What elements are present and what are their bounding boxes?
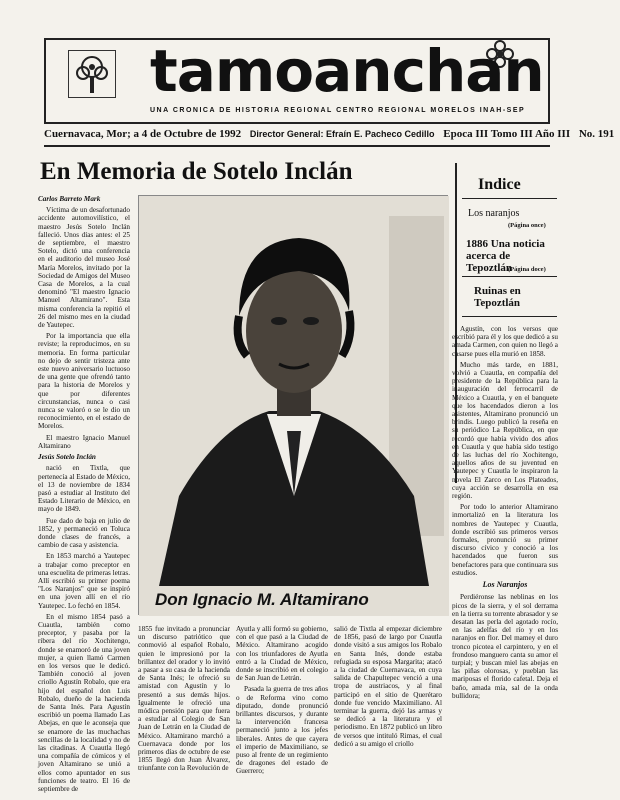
paragraph: En el mismo 1854 pasó a Cuautla, también como preceptor, y pasaba por la ribera del río Xochitengo, donde se enamoró de una joven mujer, a quien llamó Carmen en los versos que le dedicó. También conoció al joven criollo Agustín Robalo, que era hijo del español don Luis Robalo, dueño de la hacienda de Santa Inés. Para Agustín escribió un poema llamado Las Abejas, en que le aconseja que se enamore de las muchachas sencillas de la localidad y no de las citadinas. A Cuautla llegó una compañía de cómicos y el joven Altamirano se unió a ellos como apuntador en sus funciones de teatro. El 16 de septiembre de — [38, 612, 130, 794]
paragraph: Víctima de un desafortunado accidente automovilístico, el maestro Jesús Sotelo Inclán falleció. Unos días antes: el 25 de septiembre, el maestro Sotelo, dictó una conferencia en el auditorio del museo José María Morelos, invitado por la Sociedad de Amigos del Museo Casa de Morelos, a la cual denominó "El maestro Ignacio Manuel Altamirano". Esta misma conferencia la repitió el 26 del mismo mes en la ciudad de Yautepec. — [38, 206, 130, 330]
headline: En Memoria de Sotelo Inclán — [40, 158, 353, 185]
paragraph: salió de Tixtla al empezar diciembre de 1856, pasó de largo por Cuautla donde visitó a sus amigos los Robalo en Santa Inés, donde estaba refugiada su esposa Margarita; atacó a la ciudad de Cuernavaca, en cuya salida de Chapultepec venció a una tropa de austriacos, y al final participó en el sitio de Querétaro donde fue vencido Maximiliano. Al terminar la guerra, dejó las armas y se dedicó a la literatura y el periodismo. En 1872 publicó un libro de versos que intituló Rimas, el cual dedicó a su amigo el criollo — [334, 625, 442, 748]
article-column-2 — [138, 625, 230, 795]
tree-logo-icon — [68, 50, 116, 98]
paragraph: Fue dado de baja en julio de 1852, y permaneció en Toluca donde clases de francés, a cambio de casa y asistencia. — [38, 516, 130, 550]
portrait-photo — [138, 195, 448, 615]
index-rule — [462, 276, 557, 277]
newspaper-title: tamoanchan — [150, 37, 544, 105]
article-column-4 — [334, 625, 442, 795]
poem-title: Los Naranjos — [482, 580, 528, 590]
paragraph: Por todo lo anterior Altamirano inmortalizó en la literatura los nombres de Yautepec y Cuautla, donde escribió sus primeros versos formales, pronunció su primer discurso cívico y conoció a los hacendados que fueron sus benefactores para que continuara sus estudios. — [452, 503, 558, 577]
paragraph: Por la importancia que ella reviste; la reproducimos, en su memoria. En forma particular no dejo de sentir tristeza ante este nuevo aniversario luctuoso de una gente que ofrendó tanto para la historia de Morelos y que por diferentes circunstancias, nunca o casi nunca se valoró o se le dio un reconocimiento, en el estado de Morelos. — [38, 332, 130, 431]
epoch-volume: Epoca III Tomo III Año III — [443, 128, 571, 140]
issue-date: Cuernavaca, Mor; a 4 de Octubre de 1992 — [44, 128, 242, 140]
director-credit: Director General: Efraín E. Pacheco Cedillo — [249, 129, 435, 139]
paragraph-author: Jesús Sotelo Inclán — [38, 453, 96, 462]
paragraph: Mucho más tarde, en 1881, volvió a Cuautla, en compañía del presidente de la República para la inauguración del ferrocarril de México a Cuautla, y en el banquete que los hacendados dieron a los asistentes, Altamirano pronunció un brindis. Luego publicó la reseña en su periódico La República, en que recordó que había vivido dos años en Cuautla y que había sido testigo de las luchas del río Xochitengo, aquellos años de su juventud en Yautepec y Cuautla le inspiraron la novela El Zarco en Los Plateados, cuya acción se desarrolla en esa región. — [452, 360, 558, 501]
paragraph: Agustín, con los versos que escribió para él y los que dedicó a su amada Carmen, con quien no llegó a casarse pues ella murió en 1858. — [452, 325, 558, 358]
dateline — [44, 128, 615, 140]
index-item-naranjos[interactable]: Los naranjos — [468, 208, 520, 219]
article-column-5 — [452, 325, 558, 795]
paragraph: nació en Tixtla, que pertenecía al Estado de México, el 13 de noviembre de 1834 pasó a estudiar al Instituto del Estado Literario de México, en mayo de 1849. — [38, 464, 130, 514]
paragraph: Ayutla y allí formó su gobierno, con el que pasó a la Ciudad de México. Altamirano acogido con los triunfadores de Ayutla entró a la Ciudad de México, donde se inscribió en el colegio de San Juan de Letrán. — [236, 625, 328, 683]
index-rule — [462, 316, 557, 317]
index-title: Indice — [478, 176, 521, 193]
index-item-ruinas[interactable]: Ruinas en Tepoztlán — [474, 285, 521, 309]
index-rule — [462, 198, 557, 199]
article-column-3 — [236, 625, 328, 795]
paragraph: En 1853 marchó a Yautepec a trabajar como preceptor en una escuelita de primeras letras. Allí escribió su primer poema "Los Naranjos" que se inspiró en una joven allí en el río Yautepec. Lo fechó en 1854. — [38, 552, 130, 610]
paragraph: 1855 fue invitado a pronunciar un discurso patriótico que conmovió al español Robalo, quien le impresionó por la brillantez del orador y lo invitó a pasar a su casa de la hacienda de Santa Inés; le ofreció su amistad con Agustín y lo presentó a sus demás hijos. Igualmente le ofreció una módica pensión para que fuera a estudiar al Colegio de San Juan de Letrán en la Ciudad de México. Altamirano marchó a Cuernavaca donde por los primeros días de octubre de ese 1855 llegó don Juan Álvarez, triunfante con la Revolución de — [138, 625, 230, 773]
index-item-page: (Página doce) — [508, 266, 546, 273]
issue-number: No. 191 — [578, 128, 615, 140]
paragraph: El maestro Ignacio Manuel Altamirano — [38, 433, 130, 450]
byline: Carlos Barreto Mark — [38, 195, 101, 203]
article-column-1 — [38, 195, 130, 795]
paragraph: Pasada la guerra de tres años o de Reforma vino como diputado, donde pronunció brillantes discursos, y durante la intervención francesa permaneció junto a los jefes liberales. Antes de que cayera el imperio de Maximiliano, se puso al frente de un regimiento de dragones del estado de Guerrero; — [236, 685, 328, 776]
photo-caption: Don Ignacio M. Altamirano — [155, 590, 369, 609]
masthead-rule — [44, 145, 550, 147]
index-item-page: (Página once) — [508, 222, 546, 229]
index-item-noticia[interactable]: 1886 Una noticia acerca de Tepoztlán — [466, 238, 545, 274]
newspaper-subtitle: UNA CRONICA DE HISTORIA REGIONAL CENTRO REGIONAL MORELOS INAH-SEP — [150, 107, 526, 114]
poem-text: Perdiéronse las neblinas en los picos de la sierra, y el sol derrama en la tierra su torrente abrasador y se desatan las perla del agotado rocío, en las adelfas del río y en los naranjos en flor. Del mamey el duro tronco picotea el carpintero, y en el frondoso manguero canta su amor el turpial; y buscan miel las abejas en las piñas olorosas, y pueblan las mariposas el florido cafetal. Deja el baño, amada mía, sal de la onda bullidora; — [452, 593, 558, 700]
